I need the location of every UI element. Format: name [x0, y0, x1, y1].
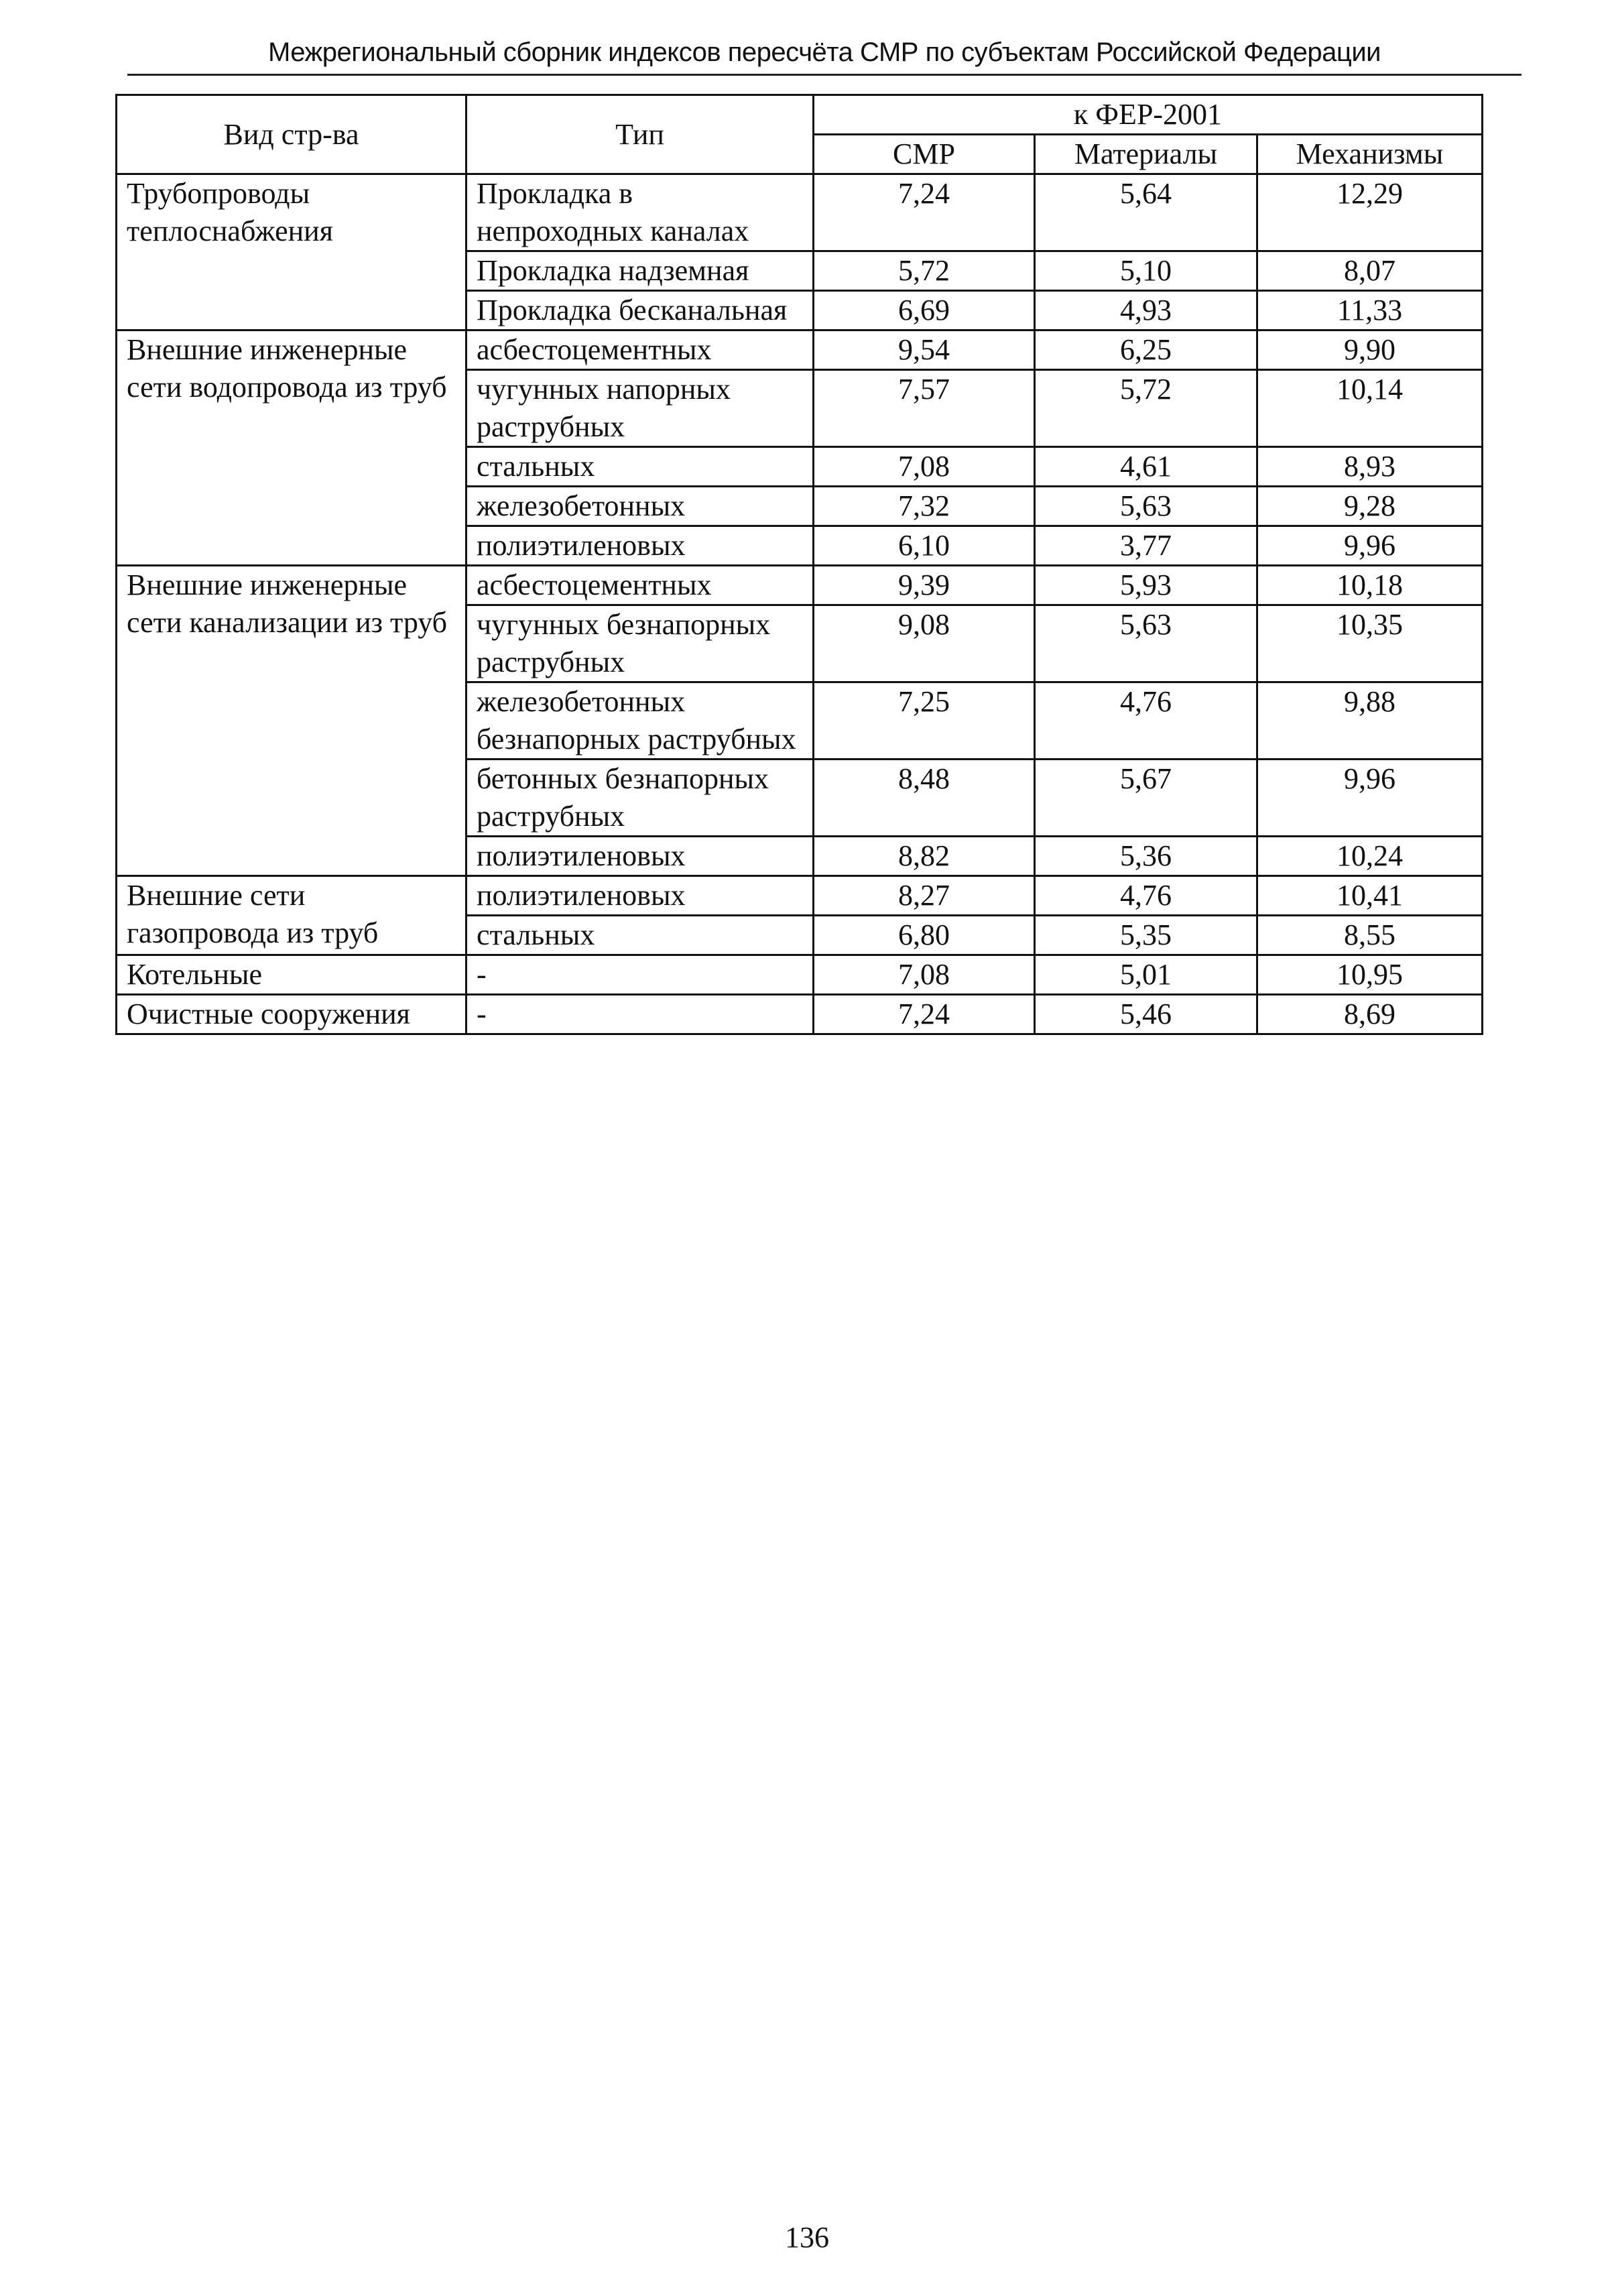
table-row: [117, 174, 1483, 251]
cell-materials: 5,63: [1035, 605, 1257, 682]
cell-materials: 5,67: [1035, 760, 1257, 837]
header-mechanisms: Механизмы: [1257, 135, 1483, 174]
row-type: Прокладка бесканальная: [467, 291, 814, 330]
cell-smr: 7,24: [814, 995, 1035, 1034]
cell-materials: 5,46: [1035, 995, 1257, 1034]
cell-materials: 4,93: [1035, 291, 1257, 330]
row-group-label: Внешние инженерные сети канализации из труб: [117, 566, 467, 876]
page-header: Межрегиональный сборник индексов пересчёта СМР по субъектам Российской Федерации: [267, 38, 1381, 67]
cell-mechanisms: 10,24: [1257, 837, 1483, 876]
cell-mechanisms: 10,95: [1257, 955, 1483, 995]
cell-smr: 7,25: [814, 682, 1035, 760]
cell-mechanisms: 10,41: [1257, 876, 1483, 916]
row-type: чугунных безнапорных раструбных: [467, 605, 814, 682]
table-row: [117, 566, 1483, 605]
cell-mechanisms: 11,33: [1257, 291, 1483, 330]
cell-mechanisms: 9,28: [1257, 487, 1483, 526]
row-group-label: Трубопроводы теплоснабжения: [117, 174, 467, 330]
cell-mechanisms: 9,88: [1257, 682, 1483, 760]
cell-materials: 5,93: [1035, 566, 1257, 605]
page-number: 136: [785, 2221, 829, 2254]
cell-mechanisms: 10,18: [1257, 566, 1483, 605]
cell-smr: 6,80: [814, 916, 1035, 955]
cell-materials: 4,76: [1035, 682, 1257, 760]
cell-smr: 8,48: [814, 760, 1035, 837]
cell-smr: 7,08: [814, 447, 1035, 487]
header-tip: Тип: [467, 95, 814, 174]
header-vid: Вид стр-ва: [117, 95, 467, 174]
cell-materials: 4,76: [1035, 876, 1257, 916]
cell-mechanisms: 8,55: [1257, 916, 1483, 955]
row-type: стальных: [467, 916, 814, 955]
cell-mechanisms: 8,93: [1257, 447, 1483, 487]
row-type: асбестоцементных: [467, 566, 814, 605]
row-type: стальных: [467, 447, 814, 487]
row-group-label: Внешние сети газопровода из труб: [117, 876, 467, 955]
cell-mechanisms: 10,35: [1257, 605, 1483, 682]
row-type: Прокладка в непроходных каналах: [467, 174, 814, 251]
header-rule: [127, 74, 1522, 76]
cell-materials: 4,61: [1035, 447, 1257, 487]
row-group-label: Котельные: [117, 955, 467, 995]
cell-smr: 5,72: [814, 251, 1035, 291]
row-type: полиэтиленовых: [467, 837, 814, 876]
row-type: -: [467, 955, 814, 995]
index-table: [115, 94, 1483, 1035]
cell-smr: 8,82: [814, 837, 1035, 876]
header-materials: Материалы: [1035, 135, 1257, 174]
cell-mechanisms: 8,69: [1257, 995, 1483, 1034]
table-row: [117, 995, 1483, 1034]
cell-smr: 7,08: [814, 955, 1035, 995]
row-type: полиэтиленовых: [467, 876, 814, 916]
cell-mechanisms: 12,29: [1257, 174, 1483, 251]
row-type: асбестоцементных: [467, 330, 814, 370]
cell-mechanisms: 9,96: [1257, 760, 1483, 837]
row-type: полиэтиленовых: [467, 526, 814, 566]
cell-materials: 6,25: [1035, 330, 1257, 370]
row-type: железобетонных: [467, 487, 814, 526]
header-fer-group: к ФЕР-2001: [814, 95, 1483, 135]
cell-materials: 5,35: [1035, 916, 1257, 955]
cell-smr: 7,32: [814, 487, 1035, 526]
cell-mechanisms: 9,96: [1257, 526, 1483, 566]
cell-smr: 7,24: [814, 174, 1035, 251]
cell-mechanisms: 10,14: [1257, 370, 1483, 447]
table-row: [117, 955, 1483, 995]
row-type: железобетонных безнапорных раструбных: [467, 682, 814, 760]
header-smr: СМР: [814, 135, 1035, 174]
table-row: [117, 330, 1483, 370]
cell-smr: 9,08: [814, 605, 1035, 682]
table-row: [117, 876, 1483, 916]
row-type: Прокладка надземная: [467, 251, 814, 291]
cell-materials: 3,77: [1035, 526, 1257, 566]
cell-mechanisms: 8,07: [1257, 251, 1483, 291]
cell-smr: 6,69: [814, 291, 1035, 330]
cell-materials: 5,72: [1035, 370, 1257, 447]
cell-smr: 9,39: [814, 566, 1035, 605]
cell-materials: 5,01: [1035, 955, 1257, 995]
cell-smr: 7,57: [814, 370, 1035, 447]
cell-materials: 5,63: [1035, 487, 1257, 526]
row-group-label: Внешние инженерные сети водопровода из труб: [117, 330, 467, 566]
cell-smr: 6,10: [814, 526, 1035, 566]
cell-materials: 5,10: [1035, 251, 1257, 291]
cell-materials: 5,36: [1035, 837, 1257, 876]
cell-mechanisms: 9,90: [1257, 330, 1483, 370]
cell-smr: 8,27: [814, 876, 1035, 916]
row-group-label: Очистные сооружения: [117, 995, 467, 1034]
cell-smr: 9,54: [814, 330, 1035, 370]
row-type: чугунных напорных раструбных: [467, 370, 814, 447]
row-type: -: [467, 995, 814, 1034]
cell-materials: 5,64: [1035, 174, 1257, 251]
row-type: бетонных безнапорных раструбных: [467, 760, 814, 837]
